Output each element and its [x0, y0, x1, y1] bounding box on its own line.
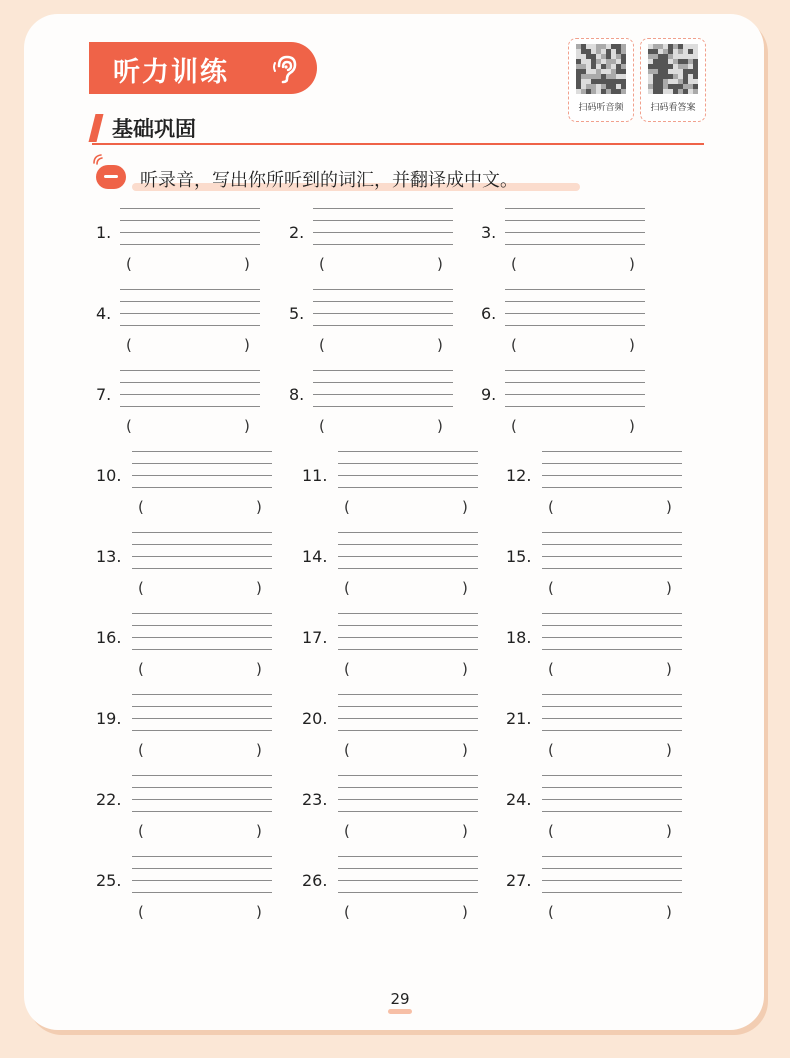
- writing-line: [338, 787, 478, 788]
- item-number: 6.: [481, 304, 497, 323]
- translation-paren-close: ): [462, 579, 468, 597]
- exercise-item: [96, 529, 271, 599]
- exercise-item: [302, 610, 477, 680]
- writing-line: [313, 325, 453, 326]
- answer-writing-lines[interactable]: [132, 772, 272, 812]
- exercise-item: [96, 448, 271, 518]
- writing-line: [313, 370, 453, 371]
- writing-line: [542, 799, 682, 800]
- writing-line: [120, 244, 260, 245]
- qr-code-audio[interactable]: [576, 44, 626, 94]
- translation-paren-close: ): [244, 417, 250, 435]
- writing-line: [132, 637, 272, 638]
- exercise-item: [96, 205, 271, 275]
- writing-line: [132, 451, 272, 452]
- item-number: 20.: [302, 709, 328, 728]
- answer-writing-lines[interactable]: [542, 448, 682, 488]
- exercise-item: [481, 367, 656, 437]
- item-number: 7.: [96, 385, 112, 404]
- writing-line: [132, 568, 272, 569]
- item-number: 17.: [302, 628, 328, 647]
- writing-line: [542, 811, 682, 812]
- writing-line: [338, 730, 478, 731]
- item-number: 16.: [96, 628, 122, 647]
- writing-line: [505, 244, 645, 245]
- answer-writing-lines[interactable]: [120, 205, 260, 245]
- writing-line: [313, 208, 453, 209]
- answer-writing-lines[interactable]: [505, 367, 645, 407]
- writing-line: [542, 637, 682, 638]
- writing-line: [313, 313, 453, 314]
- translation-paren-close: ): [437, 417, 443, 435]
- item-number: 14.: [302, 547, 328, 566]
- translation-paren-close: ): [666, 660, 672, 678]
- answer-writing-lines[interactable]: [338, 772, 478, 812]
- writing-line: [542, 775, 682, 776]
- item-number: 11.: [302, 466, 328, 485]
- item-number: 24.: [506, 790, 532, 809]
- page-number-underline: [388, 1009, 412, 1014]
- writing-line: [132, 799, 272, 800]
- translation-paren-open: (: [138, 903, 144, 921]
- writing-line: [120, 208, 260, 209]
- writing-line: [313, 232, 453, 233]
- translation-paren-open: (: [548, 822, 554, 840]
- writing-line: [313, 382, 453, 383]
- page-number: 29: [390, 990, 410, 1008]
- translation-paren-open: (: [511, 255, 517, 273]
- answer-writing-lines[interactable]: [338, 691, 478, 731]
- answer-writing-lines[interactable]: [338, 610, 478, 650]
- writing-line: [120, 382, 260, 383]
- translation-paren-open: (: [344, 741, 350, 759]
- writing-line: [542, 532, 682, 533]
- item-number: 18.: [506, 628, 532, 647]
- translation-paren-close: ): [437, 255, 443, 273]
- answer-writing-lines[interactable]: [132, 853, 272, 893]
- translation-paren-close: ): [629, 336, 635, 354]
- translation-paren-open: (: [511, 417, 517, 435]
- writing-line: [132, 649, 272, 650]
- item-number: 21.: [506, 709, 532, 728]
- translation-paren-close: ): [629, 417, 635, 435]
- exercise-item: [289, 367, 464, 437]
- writing-line: [132, 544, 272, 545]
- item-number: 26.: [302, 871, 328, 890]
- writing-line: [338, 544, 478, 545]
- instruction-number: [104, 175, 118, 178]
- item-number: 13.: [96, 547, 122, 566]
- writing-line: [132, 556, 272, 557]
- translation-paren-close: ): [256, 660, 262, 678]
- translation-paren-open: (: [548, 579, 554, 597]
- answer-writing-lines[interactable]: [505, 286, 645, 326]
- exercise-item: [506, 610, 681, 680]
- translation-paren-open: (: [344, 903, 350, 921]
- qr-answer-label: 扫码看答案: [650, 103, 696, 113]
- translation-paren-open: (: [548, 741, 554, 759]
- translation-paren-close: ): [462, 903, 468, 921]
- writing-line: [542, 625, 682, 626]
- translation-paren-close: ): [256, 822, 262, 840]
- exercise-item: [302, 448, 477, 518]
- translation-paren-open: (: [548, 903, 554, 921]
- item-number: 19.: [96, 709, 122, 728]
- translation-paren-open: (: [344, 660, 350, 678]
- writing-line: [542, 451, 682, 452]
- answer-writing-lines[interactable]: [120, 286, 260, 326]
- writing-line: [542, 649, 682, 650]
- translation-paren-open: (: [511, 336, 517, 354]
- exercise-item: [506, 529, 681, 599]
- section-divider: [92, 143, 704, 145]
- writing-line: [338, 556, 478, 557]
- translation-paren-open: (: [344, 579, 350, 597]
- translation-paren-open: (: [138, 741, 144, 759]
- writing-line: [120, 370, 260, 371]
- item-number: 9.: [481, 385, 497, 404]
- writing-line: [132, 775, 272, 776]
- translation-paren-open: (: [319, 417, 325, 435]
- writing-line: [338, 868, 478, 869]
- writing-line: [132, 694, 272, 695]
- writing-line: [542, 556, 682, 557]
- writing-line: [132, 856, 272, 857]
- translation-paren-close: ): [462, 660, 468, 678]
- translation-paren-close: ): [256, 498, 262, 516]
- instruction-number-badge: [96, 165, 126, 189]
- exercise-item: [506, 772, 681, 842]
- writing-line: [132, 868, 272, 869]
- answer-writing-lines[interactable]: [132, 529, 272, 569]
- translation-paren-open: (: [138, 498, 144, 516]
- translation-paren-open: (: [138, 660, 144, 678]
- translation-paren-close: ): [666, 822, 672, 840]
- translation-paren-open: (: [319, 336, 325, 354]
- writing-line: [120, 394, 260, 395]
- writing-line: [132, 475, 272, 476]
- writing-line: [338, 451, 478, 452]
- writing-line: [338, 568, 478, 569]
- writing-line: [132, 487, 272, 488]
- translation-paren-open: (: [548, 660, 554, 678]
- exercise-item: [289, 286, 464, 356]
- writing-line: [120, 406, 260, 407]
- writing-line: [542, 718, 682, 719]
- answer-writing-lines[interactable]: [542, 853, 682, 893]
- exercise-item: [506, 853, 681, 923]
- writing-line: [120, 325, 260, 326]
- writing-line: [542, 613, 682, 614]
- writing-line: [542, 856, 682, 857]
- item-number: 3.: [481, 223, 497, 242]
- item-number: 1.: [96, 223, 112, 242]
- writing-line: [338, 475, 478, 476]
- writing-line: [505, 313, 645, 314]
- writing-line: [338, 625, 478, 626]
- writing-line: [505, 208, 645, 209]
- writing-line: [338, 775, 478, 776]
- translation-paren-open: (: [548, 498, 554, 516]
- answer-writing-lines[interactable]: [505, 205, 645, 245]
- writing-line: [338, 706, 478, 707]
- writing-line: [338, 637, 478, 638]
- page-title: 听力训练: [113, 57, 229, 88]
- exercise-item: [302, 772, 477, 842]
- writing-line: [132, 730, 272, 731]
- translation-paren-open: (: [126, 336, 132, 354]
- writing-line: [313, 301, 453, 302]
- writing-line: [505, 301, 645, 302]
- writing-line: [338, 694, 478, 695]
- writing-line: [132, 532, 272, 533]
- writing-line: [132, 787, 272, 788]
- qr-audio-label: 扫码听音频: [578, 103, 624, 113]
- translation-paren-open: (: [138, 579, 144, 597]
- writing-line: [132, 706, 272, 707]
- item-number: 15.: [506, 547, 532, 566]
- item-number: 27.: [506, 871, 532, 890]
- item-number: 2.: [289, 223, 305, 242]
- writing-line: [505, 232, 645, 233]
- answer-writing-lines[interactable]: [313, 286, 453, 326]
- exercise-item: [96, 286, 271, 356]
- answer-writing-lines[interactable]: [542, 772, 682, 812]
- translation-paren-open: (: [344, 822, 350, 840]
- writing-line: [313, 244, 453, 245]
- ear-listening-icon: [270, 52, 302, 84]
- writing-line: [120, 232, 260, 233]
- writing-line: [338, 718, 478, 719]
- item-number: 5.: [289, 304, 305, 323]
- answer-writing-lines[interactable]: [132, 691, 272, 731]
- writing-line: [542, 544, 682, 545]
- translation-paren-close: ): [666, 741, 672, 759]
- writing-line: [313, 394, 453, 395]
- writing-line: [132, 811, 272, 812]
- item-number: 4.: [96, 304, 112, 323]
- writing-line: [313, 406, 453, 407]
- writing-line: [542, 880, 682, 881]
- writing-line: [542, 892, 682, 893]
- translation-paren-close: ): [244, 336, 250, 354]
- answer-writing-lines[interactable]: [132, 610, 272, 650]
- writing-line: [338, 463, 478, 464]
- answer-writing-lines[interactable]: [313, 205, 453, 245]
- writing-line: [132, 718, 272, 719]
- translation-paren-close: ): [437, 336, 443, 354]
- qr-answer-box[interactable]: [640, 38, 706, 122]
- answer-writing-lines[interactable]: [132, 448, 272, 488]
- exercise-item: [96, 853, 271, 923]
- writing-line: [505, 220, 645, 221]
- writing-line: [505, 382, 645, 383]
- translation-paren-close: ): [629, 255, 635, 273]
- writing-line: [542, 487, 682, 488]
- exercise-item: [289, 205, 464, 275]
- exercise-item: [506, 448, 681, 518]
- answer-writing-lines[interactable]: [120, 367, 260, 407]
- translation-paren-close: ): [462, 741, 468, 759]
- writing-line: [132, 613, 272, 614]
- writing-line: [338, 880, 478, 881]
- writing-line: [338, 856, 478, 857]
- item-number: 23.: [302, 790, 328, 809]
- writing-line: [120, 220, 260, 221]
- answer-writing-lines[interactable]: [542, 691, 682, 731]
- translation-paren-open: (: [344, 498, 350, 516]
- exercise-item: [481, 205, 656, 275]
- writing-line: [542, 694, 682, 695]
- writing-line: [542, 568, 682, 569]
- item-number: 25.: [96, 871, 122, 890]
- translation-paren-close: ): [462, 498, 468, 516]
- answer-writing-lines[interactable]: [338, 529, 478, 569]
- item-number: 22.: [96, 790, 122, 809]
- section-title: 基础巩固: [112, 117, 196, 141]
- exercise-item: [302, 691, 477, 761]
- writing-line: [132, 892, 272, 893]
- exercise-item: [96, 772, 271, 842]
- qr-audio-box[interactable]: [568, 38, 634, 122]
- answer-writing-lines[interactable]: [338, 853, 478, 893]
- writing-line: [505, 406, 645, 407]
- translation-paren-open: (: [126, 417, 132, 435]
- exercise-item: [96, 691, 271, 761]
- writing-line: [338, 799, 478, 800]
- writing-line: [313, 289, 453, 290]
- writing-line: [542, 787, 682, 788]
- writing-line: [542, 706, 682, 707]
- writing-line: [313, 220, 453, 221]
- writing-line: [132, 880, 272, 881]
- item-number: 10.: [96, 466, 122, 485]
- writing-line: [542, 475, 682, 476]
- translation-paren-close: ): [256, 741, 262, 759]
- exercise-item: [506, 691, 681, 761]
- translation-paren-close: ): [256, 579, 262, 597]
- writing-line: [338, 649, 478, 650]
- writing-line: [542, 730, 682, 731]
- exercise-item: [302, 529, 477, 599]
- writing-line: [505, 289, 645, 290]
- title-banner: [89, 42, 317, 94]
- instruction-text: 听录音，写出你所听到的词汇，并翻译成中文。: [140, 170, 518, 191]
- translation-paren-close: ): [256, 903, 262, 921]
- writing-line: [338, 532, 478, 533]
- translation-paren-open: (: [138, 822, 144, 840]
- writing-line: [132, 463, 272, 464]
- writing-line: [542, 868, 682, 869]
- answer-writing-lines[interactable]: [338, 448, 478, 488]
- translation-paren-close: ): [244, 255, 250, 273]
- item-number: 8.: [289, 385, 305, 404]
- translation-paren-open: (: [126, 255, 132, 273]
- exercise-item: [302, 853, 477, 923]
- qr-code-answer[interactable]: [648, 44, 698, 94]
- translation-paren-close: ): [666, 498, 672, 516]
- translation-paren-open: (: [319, 255, 325, 273]
- translation-paren-close: ): [666, 579, 672, 597]
- answer-writing-lines[interactable]: [313, 367, 453, 407]
- exercise-item: [96, 367, 271, 437]
- writing-line: [338, 892, 478, 893]
- writing-line: [338, 613, 478, 614]
- writing-line: [505, 325, 645, 326]
- item-number: 12.: [506, 466, 532, 485]
- translation-paren-close: ): [666, 903, 672, 921]
- writing-line: [338, 487, 478, 488]
- writing-line: [505, 370, 645, 371]
- writing-line: [542, 463, 682, 464]
- answer-writing-lines[interactable]: [542, 610, 682, 650]
- translation-paren-close: ): [462, 822, 468, 840]
- writing-line: [120, 289, 260, 290]
- exercise-item: [96, 610, 271, 680]
- writing-line: [505, 394, 645, 395]
- writing-line: [120, 301, 260, 302]
- exercise-item: [481, 286, 656, 356]
- writing-line: [120, 313, 260, 314]
- writing-line: [132, 625, 272, 626]
- answer-writing-lines[interactable]: [542, 529, 682, 569]
- writing-line: [338, 811, 478, 812]
